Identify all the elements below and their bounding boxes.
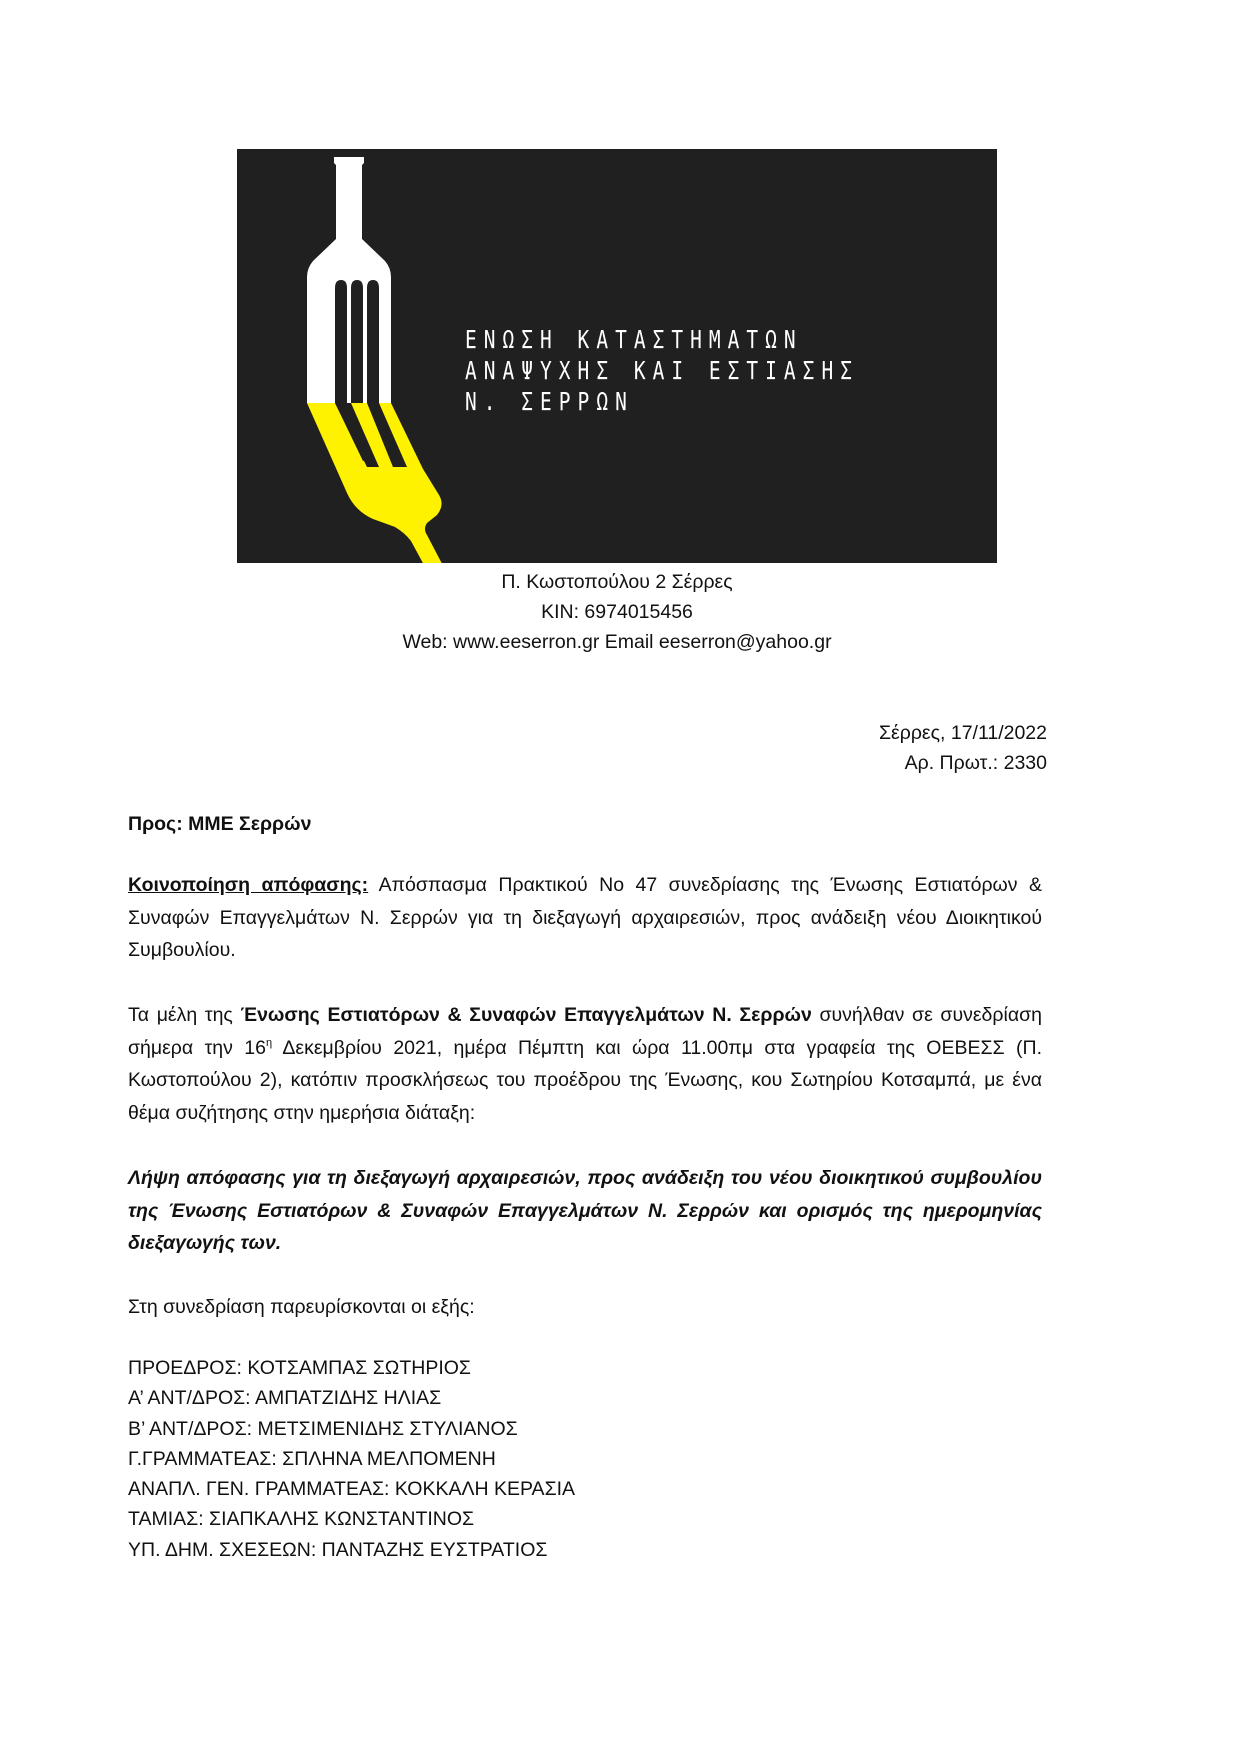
phone: ΚΙΝ: 6974015456 xyxy=(541,601,693,623)
roster-item: ΥΠ. ΔΗΜ. ΣΧΕΣΕΩΝ: ΠΑΝΤΑΖΗΣ ΕΥΣΤΡΑΤΙΟΣ xyxy=(128,1538,548,1561)
organization-name: Ένωσης Εστιατόρων & Συναφών Επαγγελμάτων Ν. Σερρών xyxy=(240,1004,812,1026)
logo-line-3: Ν. ΣΕΡΡΩΝ xyxy=(465,387,634,416)
agenda-item: Λήψη απόφασης για τη διεξαγωγή αρχαιρεσιών, προς ανάδειξη του νέου διοικητικού συμβουλίου της Ένωσης Εστιατόρων & Συναφών Επαγγελμάτων Ν. Σερρών και ορισμός της ημερομηνίας διεξαγωγής των. xyxy=(128,1167,1042,1254)
date-protocol-block xyxy=(879,718,1047,778)
notice-text: Απόσπασμα Πρακτικού Νο 47 συνεδρίασης της Ένωσης Εστιατόρων & Συναφών Επαγγελμάτων Ν. Σερρών για τη διεξαγωγή αρχαιρεσιών, προς ανάδειξη νέου Διοικητικού Συμβουλίου. xyxy=(128,874,1043,961)
roster-item: ΑΝΑΠΛ. ΓΕΝ. ΓΡΑΜΜΑΤΕΑΣ: ΚΟΚΚΑΛΗ ΚΕΡΑΣΙΑ xyxy=(128,1478,576,1501)
place-date: Σέρρες, 17/11/2022 xyxy=(878,722,1047,744)
meeting-intro: Τα μέλη της xyxy=(128,1004,241,1026)
notice-label: Κοινοποίηση απόφασης: xyxy=(128,874,369,896)
address: Π. Κωστοπούλου 2 Σέρρες xyxy=(501,571,733,593)
board-roster xyxy=(128,1353,575,1565)
protocol-number: Αρ. Πρωτ.: 2330 xyxy=(904,752,1047,774)
roster-item: Β’ ΑΝΤ/ΔΡΟΣ: ΜΕΤΣΙΜΕΝΙΔΗΣ ΣΤΥΛΙΑΝΟΣ xyxy=(128,1417,518,1440)
letterhead-contacts xyxy=(237,567,997,657)
web-email: Web: www.eeserron.gr Email eeserron@yahoo.gr xyxy=(402,631,832,653)
meeting-text-1: συνήλθαν σε συνεδρίαση σήμερα την 16 xyxy=(128,1004,1042,1059)
logo-line-2: ΑΝΑΨΥΧΗΣ ΚΑΙ ΕΣΤΙΑΣΗΣ xyxy=(465,356,859,385)
recipient-line: Προς: ΜΜΕ Σερρών xyxy=(128,813,312,835)
association-logo xyxy=(237,149,997,563)
ordinal-suffix: η xyxy=(265,1036,273,1049)
attendance-intro: Στη συνεδρίαση παρευρίσκονται οι εξής: xyxy=(128,1296,475,1318)
meeting-text-2: Δεκεμβρίου 2021, ημέρα Πέμπτη και ώρα 11.00πμ στα γραφεία της ΟΕΒΕΣΣ (Π. Κωστοπούλου 2), κατόπιν προσκλήσεως του προέδρου της Ένωσης, κου Σωτηρίου Κοτσαμπά, με ένα θέμα συζήτησης στην ημερήσια διάταξη: xyxy=(128,1036,1042,1124)
notice-paragraph xyxy=(128,869,1042,967)
logo-title xyxy=(465,324,859,417)
roster-item: Α’ ΑΝΤ/ΔΡΟΣ: ΑΜΠΑΤΖΙΔΗΣ ΗΛΙΑΣ xyxy=(128,1387,442,1410)
logo-line-1: ΕΝΩΣΗ ΚΑΤΑΣΤΗΜΑΤΩΝ xyxy=(465,325,803,354)
roster-item: ΠΡΟΕΔΡΟΣ: ΚΟΤΣΑΜΠΑΣ ΣΩΤΗΡΙΟΣ xyxy=(128,1357,471,1379)
meeting-paragraph xyxy=(128,999,1042,1129)
roster-item: ΤΑΜΙΑΣ: ΣΙΑΠΚΑΛΗΣ ΚΩΝΣΤΑΝΤΙΝΟΣ xyxy=(128,1508,475,1531)
roster-item: Γ.ΓΡΑΜΜΑΤΕΑΣ: ΣΠΛΗΝΑ ΜΕΛΠΟΜΕΝΗ xyxy=(128,1447,496,1470)
